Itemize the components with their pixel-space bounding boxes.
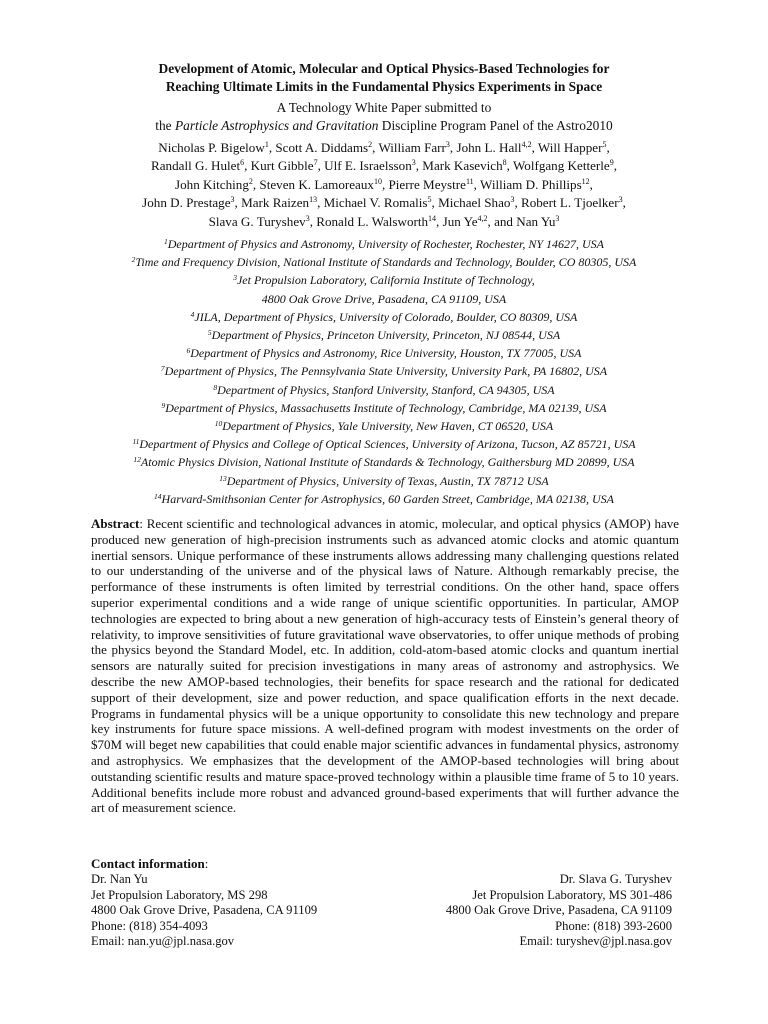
affiliation-text: Atomic Physics Division, National Institute of Standards & Technology, Gaithersburg MD 20899, USA (140, 455, 635, 470)
affiliation-number: 13 (219, 473, 227, 483)
paper-title (60, 60, 708, 96)
author-line: Randall G. Hulet$^6$, Kurt Gibble$^7$, Ulf E. Israelsson$^3$, Mark Kasevich$^8$, Wolfgang Ketterle$^9$, (151, 158, 617, 174)
affiliation-text: Department of Physics and College of Optical Sciences, University of Arizona, Tucson, AZ 85721, USA (139, 437, 636, 452)
author-name: Michael V. Romalis (323, 195, 428, 211)
affiliation-line (60, 399, 708, 417)
affiliation-number: 12 (133, 455, 141, 465)
affiliation-number: 7 (160, 364, 165, 374)
author-affiliation-mark: 10 (373, 176, 382, 186)
contact-address: 4800 Oak Grove Drive, Pasadena, CA 91109 (445, 903, 672, 918)
contact-heading-colon: : (204, 856, 209, 871)
affiliation-text: Department of Physics and Astronomy, Rice University, Houston, TX 77005, USA (190, 346, 582, 361)
submission-prefix: the (155, 118, 175, 133)
affiliation-number: 10 (214, 419, 223, 429)
affiliation-line (60, 253, 708, 271)
author-name: Wolfgang Ketterle (512, 158, 610, 174)
submission-line-2 (60, 117, 708, 135)
author-name: Kurt Gibble (250, 158, 314, 174)
author-affiliation-mark: 2 (248, 176, 253, 186)
affiliation-line (60, 344, 708, 362)
affiliation-text: Department of Physics, Princeton University, Princeton, NJ 08544, USA (211, 328, 561, 343)
submission-suffix: Discipline Program Panel of the Astro2010 (378, 118, 613, 133)
affiliation-line (60, 381, 708, 399)
author-affiliation-mark: 3 (411, 158, 416, 168)
affiliation-line (60, 235, 708, 253)
author-name: Will Happer (537, 140, 603, 155)
contact-org: Jet Propulsion Laboratory, MS 301-486 (472, 887, 672, 902)
author-name: Robert L. Tjoelker (520, 195, 619, 211)
affiliation-number: 4 (190, 309, 195, 319)
affiliation-number: 14 (154, 491, 162, 501)
affiliation-number: 6 (186, 346, 191, 356)
affiliation-number: 1 (163, 237, 168, 246)
author-affiliation-mark: 9 (609, 158, 614, 168)
author-affiliation-mark: 8 (502, 158, 507, 168)
author-affiliation-mark: 7 (313, 158, 318, 168)
author-name: Pierre Meystre (388, 176, 466, 192)
affiliation-line (60, 435, 708, 453)
author-affiliation-mark: 2 (368, 140, 373, 149)
author-name: John Kitching (175, 176, 249, 192)
author-affiliation-mark: 11 (465, 176, 474, 186)
author-affiliation-mark: 3 (305, 213, 310, 223)
affiliation-line (60, 490, 708, 508)
affiliation-text: Department of Physics, Yale University, New Haven, CT 06520, USA (222, 419, 554, 434)
author-name: Nicholas P. Bigelow (158, 140, 265, 155)
author-affiliation-mark: 4,2 (477, 213, 488, 223)
title-line-1: Development of Atomic, Molecular and Optical Physics-Based Technologies for (158, 61, 610, 76)
author-line: John D. Prestage$^3$, Mark Raizen$^{13}$, Michael V. Romalis$^5$, Michael Shao$^3$, Robert L. Tjoelker$^3$, (142, 195, 626, 211)
contact-email[interactable]: Email: nan.yu@jpl.nasa.gov (91, 934, 235, 949)
author-name: Steven K. Lamoreaux (259, 176, 374, 192)
author-name: Slava G. Turyshev (208, 213, 306, 229)
affiliation-line (60, 472, 708, 490)
contact-email[interactable]: Email: turyshev@jpl.nasa.gov (519, 934, 672, 949)
contact-heading (91, 856, 208, 872)
affiliation-number: 11 (132, 437, 140, 447)
author-affiliation-mark: 3 (445, 140, 450, 149)
author-affiliation-mark: 1 (264, 140, 269, 149)
author-name: Ronald L. Walsworth (316, 213, 429, 229)
abstract-paragraph (91, 516, 679, 816)
author-name: William D. Phillips (479, 176, 582, 192)
contact-org: Jet Propulsion Laboratory, MS 298 (91, 887, 268, 902)
author-affiliation-mark: 4,2 (521, 140, 532, 149)
author-name: John L. Hall (456, 140, 522, 155)
affiliation-line (60, 308, 708, 326)
contact-phone: Phone: (818) 354-4093 (91, 918, 208, 933)
abstract (91, 516, 679, 816)
author-name: Jun Ye (442, 213, 478, 229)
affiliation-text: Harvard-Smithsonian Center for Astrophysics, 60 Garden Street, Cambridge, MA 02138, USA (161, 491, 614, 506)
author-name: and Nan Yu (494, 213, 556, 229)
affiliation-text: Time and Frequency Division, National Institute of Standards and Technology, Boulder, CO 80305, USA (135, 255, 637, 270)
affiliation-line (60, 453, 708, 471)
author-affiliation-mark: 13 (309, 195, 318, 205)
contact-slava-turyshev (446, 872, 672, 950)
affiliation-line (60, 271, 708, 289)
affiliation-text: JILA, Department of Physics, University of Colorado, Boulder, CO 80309, USA (194, 309, 578, 324)
author-affiliation-mark: 6 (240, 158, 245, 168)
affiliation-text: Department of Physics, Massachusetts Institute of Technology, Cambridge, MA 02139, USA (165, 400, 607, 415)
contact-nan-yu (91, 872, 317, 950)
affiliation-text: Department of Physics and Astronomy, University of Rochester, Rochester, NY 14627, USA (167, 237, 605, 251)
author-line: John Kitching$^2$, Steven K. Lamoreaux$^{10}$, Pierre Meystre$^{11}$, William D. Phillips$^{12}$, (175, 176, 593, 192)
author-affiliation-mark: 3 (230, 195, 235, 205)
affiliation-number: 2 (131, 255, 136, 265)
affiliation-text: Department of Physics, The Pennsylvania State University, University Park, PA 16802, USA (164, 364, 608, 379)
author-name: Scott A. Diddams (275, 140, 369, 155)
author-affiliation-mark: 14 (428, 213, 437, 223)
author-line: Slava G. Turyshev$^3$, Ronald L. Walsworth$^{14}$, Jun Ye$^{4,2}$, and Nan Yu$^3$ (208, 213, 560, 229)
panel-name: Particle Astrophysics and Gravitation (174, 118, 379, 133)
affiliation-number: 3 (233, 273, 237, 283)
affiliation-number: 5 (207, 328, 212, 338)
affiliation-number: 9 (161, 400, 166, 410)
abstract-text: : Recent scientific and technological advances in atomic, molecular, and optical physics (AMOP) have produced new generation of high-precision instruments such as advanced atomic clocks and atomic quantum inertial sensors. Unique performance of these instruments allows addressing many challenging questions related to our understanding of the universe and of the physical laws of Nature. Although remarkably precise, the performance of these instruments is often limited by terrestrial conditions. On the other hand, space offers superior experimental conditions and a wide range of unique scientific opportunities. In particular, AMOP technologies are expected to bring about a new generation of high-accuracy tests of Einstein’s general theory of relativity, to improve sensitivities of future gravitational wave observatories, to offer unique methods of probing the physics beyond the Standard Model, etc. In addition, cold-atom-based atomic clocks and quantum inertial sensors are naturally suited for precision investigations in many areas of astronomy and astrophysics. We describe the new AMOP-based technologies, their benefits for space research and the rational for dedicated support of their development, size and power reduction, and space qualification efforts in the next decade. Programs in fundamental physics will be a unique opportunity to consolidate this new technology and prepare key instruments for future space missions. A well-defined program with modest investments on the order of $70M will beget new capabilities that could enable major scientific advances in fundamental physics, astronomy and astrophysics. We emphasizes that the development of the AMOP-based technologies will bring about outstanding scientific results and mature space-proved technology within a plausible time frame of 5 to 10 years. Additional benefits include more robust and advanced ground-based experiments that will further advance the art of measurement science. (91, 516, 679, 816)
contact-phone: Phone: (818) 393-2600 (555, 918, 672, 933)
affiliation-text: Jet Propulsion Laboratory, California Institute of Technology, (236, 273, 535, 288)
abstract-label: Abstract (91, 516, 140, 531)
title-line-2: Reaching Ultimate Limits in the Fundamental Physics Experiments in Space (165, 79, 603, 94)
submission-line-1: A Technology White Paper submitted to (276, 100, 492, 115)
author-affiliation-mark: 5 (602, 140, 607, 149)
affiliation-text: Department of Physics, University of Texas, Austin, TX 78712 USA (226, 473, 549, 488)
author-name: Ulf E. Israelsson (324, 158, 412, 174)
author-name: Mark Kasevich (422, 158, 503, 174)
affiliation-line (60, 326, 708, 344)
affiliation-line (60, 417, 708, 435)
author-affiliation-mark: 12 (581, 176, 590, 186)
author-affiliation-mark: 5 (427, 195, 432, 205)
author-name: William Farr (378, 140, 446, 155)
author-name: Mark Raizen (241, 195, 310, 211)
contact-heading-label: Contact information (91, 856, 205, 871)
contact-name: Dr. Nan Yu (91, 872, 148, 886)
submission-note (60, 99, 708, 135)
author-list (60, 139, 708, 231)
contact-address: 4800 Oak Grove Drive, Pasadena, CA 91109 (91, 903, 318, 918)
affiliation-list (60, 235, 708, 508)
author-affiliation-mark: 3 (510, 195, 515, 205)
author-affiliation-mark: 3 (555, 213, 560, 223)
contact-name: Dr. Slava G. Turyshev (559, 872, 672, 886)
affiliation-text: Department of Physics, Stanford University, Stanford, CA 94305, USA (217, 382, 555, 397)
author-name: Michael Shao (438, 195, 511, 211)
author-line: Nicholas P. Bigelow$^1$, Scott A. Diddams$^2$, William Farr$^3$, John L. Hall$^{4,2}$, Will Happer$^5$, (158, 140, 610, 155)
affiliation-number: 8 (213, 382, 218, 392)
author-name: John D. Prestage (142, 195, 231, 211)
affiliation-text: 4800 Oak Grove Drive, Pasadena, CA 91109, USA (261, 291, 507, 306)
author-affiliation-mark: 3 (618, 195, 623, 205)
affiliation-line (60, 290, 708, 308)
affiliation-line (60, 362, 708, 380)
author-name: Randall G. Hulet (151, 158, 241, 174)
